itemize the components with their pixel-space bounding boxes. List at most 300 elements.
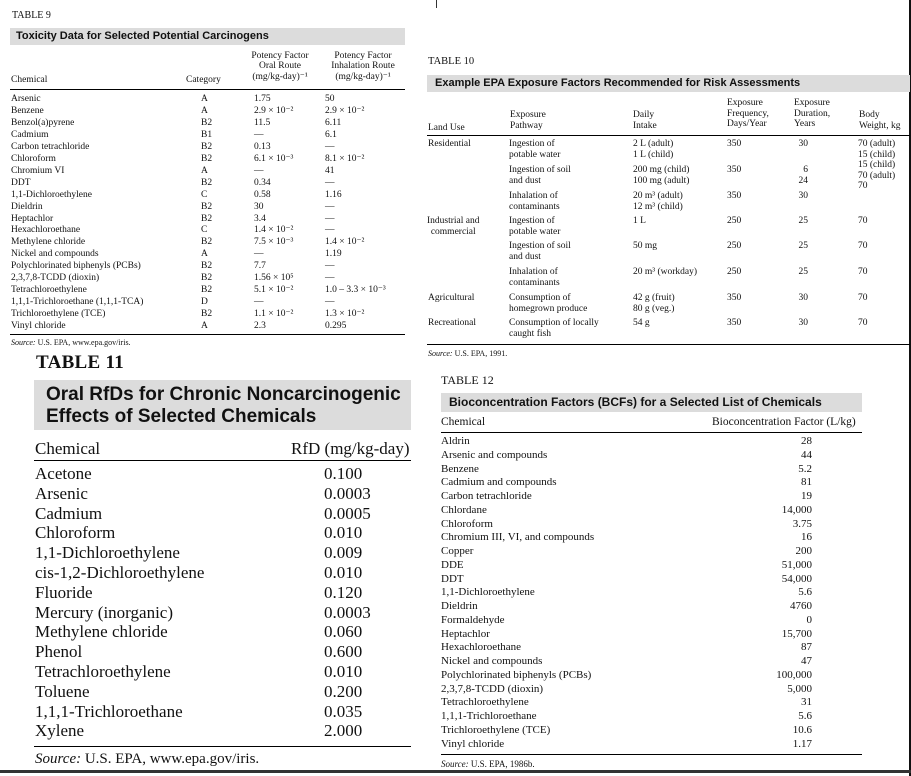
header-duration: Exposure Duration, Years (794, 98, 831, 129)
inhal-cell: 1.3 × 10⁻² (325, 309, 365, 320)
oral-cell: 0.58 (254, 189, 271, 200)
intake-agr: 42 g (fruit) 80 g (veg.) (633, 293, 675, 314)
table-title: Bioconcentration Factors (BCFs) for a Selected List of Chemicals (449, 395, 822, 409)
table-row (11, 118, 416, 128)
chemical-cell: 1,1,1-Trichloroethane (441, 710, 537, 722)
dur-ind-soil: 25 (798, 241, 808, 251)
table-row (11, 297, 416, 307)
category-cell: B2 (201, 213, 213, 224)
chemical-cell: Arsenic and compounds (441, 448, 548, 461)
chemical-cell: Cadmium and compounds (441, 476, 557, 489)
chemical-cell: 1,1-Dichloroethylene (441, 586, 535, 599)
table-row (35, 642, 415, 662)
table-label: TABLE 11 (36, 352, 125, 373)
bcf-cell: 10.6 (792, 723, 812, 736)
chemical-cell: DDT (441, 572, 464, 585)
intake-res-water: 2 L (adult) 1 L (child) (633, 139, 674, 160)
chemical-cell: Heptachlor (11, 213, 54, 224)
intake-rec: 54 g (633, 318, 650, 328)
table-row (35, 622, 415, 642)
chemical-cell: Carbon tetrachloride (11, 141, 90, 152)
table-row (441, 545, 866, 559)
rfd-cell: 0.010 (324, 563, 363, 582)
table-title: Toxicity Data for Selected Potential Carcinogens (16, 30, 269, 42)
table-row (35, 484, 415, 504)
rfd-cell: 0.0005 (324, 503, 371, 523)
source-label: Source: (441, 759, 469, 769)
rfd-cell: 0.009 (324, 543, 363, 563)
category-cell: B2 (201, 117, 213, 128)
oral-cell: 6.1 × 10⁻³ (254, 153, 294, 164)
chemical-cell: Vinyl chloride (11, 321, 66, 332)
table-row (11, 237, 416, 247)
chemical-cell: Tetrachloroethylene (35, 662, 171, 681)
dur-ind-water: 25 (798, 216, 808, 226)
header-chemical: Chemical (441, 416, 486, 428)
table-row (11, 166, 416, 176)
table-9 (0, 0, 415, 350)
pathway-ind-inhal: Inhalation of contaminants (509, 267, 560, 288)
oral-cell: 0.34 (254, 177, 271, 188)
table-row (35, 682, 415, 702)
chemical-cell: Hexachloroethane (11, 225, 81, 236)
freq-ind-soil: 250 (727, 241, 742, 251)
source-text: U.S. EPA, 1986b. (470, 759, 535, 769)
source-label: Source: (35, 751, 82, 767)
table-row (441, 531, 866, 545)
table-row (441, 490, 866, 504)
chemical-cell: Benzene (441, 462, 479, 475)
category-cell: B2 (201, 153, 213, 164)
rfd-cell: 0.010 (324, 662, 363, 681)
inhal-cell: 6.11 (325, 117, 342, 128)
chemical-cell: Chlordane (441, 503, 487, 516)
table-row (441, 683, 866, 697)
chemical-cell: Vinyl chloride (441, 737, 505, 750)
rfd-cell: 0.600 (324, 642, 363, 662)
land-use-industrial: Industrial and commercial (427, 216, 480, 237)
chemical-cell: Arsenic (11, 94, 41, 104)
chemical-cell: Xylene (35, 721, 85, 741)
freq-res-water: 350 (727, 139, 742, 149)
chemical-cell: 1,1,1-Trichloroethane (35, 701, 183, 721)
bcf-cell: 54,000 (781, 572, 812, 585)
table-row (11, 178, 416, 188)
rfd-cell: 0.035 (324, 701, 363, 721)
bcf-cell: 16 (801, 531, 812, 544)
chemical-cell: Carbon tetrachloride (441, 490, 532, 502)
category-cell: A (201, 321, 208, 332)
inhal-cell: — (325, 213, 335, 224)
bcf-cell: 5.2 (798, 462, 812, 475)
oral-cell: — (254, 165, 264, 176)
oral-cell: 30 (254, 201, 264, 212)
table-row (441, 435, 866, 449)
table-row (441, 641, 866, 655)
chemical-cell: Formaldehyde (441, 613, 505, 626)
chemical-cell: cis-1,2-Dichloroethylene (35, 563, 205, 582)
oral-cell: — (254, 297, 264, 308)
pathway-res-water: Ingestion of potable water (509, 139, 561, 160)
bcf-cell: 4760 (790, 600, 812, 612)
pathway-res-inhal: Inhalation of contaminants (509, 191, 560, 212)
table-body (35, 464, 415, 746)
rfd-cell: 0.060 (324, 622, 363, 642)
chemical-cell: 1,1-Dichloroethylene (11, 189, 92, 200)
header-rule (441, 432, 862, 433)
table-row (35, 603, 415, 623)
inhal-cell: 0.295 (325, 321, 347, 332)
chemical-cell: Chloroform (35, 523, 116, 543)
chemical-cell: Fluoride (35, 582, 93, 602)
footer-rule (441, 754, 862, 755)
footer-rule (427, 344, 910, 345)
freq-ind-water: 250 (727, 216, 742, 226)
pathway-res-soil: Ingestion of soil and dust (509, 165, 571, 186)
source-text: U.S. EPA, 1991. (454, 349, 508, 358)
table-row (11, 261, 416, 271)
table-row (11, 190, 416, 200)
table-row (11, 214, 416, 224)
land-use-residential: Residential (428, 139, 471, 149)
table-row (441, 559, 866, 573)
category-cell: B2 (201, 237, 213, 248)
table-row (11, 94, 416, 104)
chemical-cell: DDT (11, 177, 31, 188)
table-row (441, 710, 866, 724)
table-row (11, 142, 416, 152)
header-inhal: Potency Factor Inhalation Route (mg/kg-day)⁻¹ (331, 51, 395, 82)
dur-res-soil: 6 24 (798, 165, 808, 186)
chemical-cell: Heptachlor (441, 627, 490, 640)
source-label: Source: (428, 349, 453, 358)
weight-ind-soil: 70 (858, 241, 868, 251)
category-cell: A (201, 165, 208, 176)
source-note (428, 349, 507, 360)
category-cell: A (201, 249, 208, 260)
bcf-cell: 28 (801, 435, 812, 447)
chemical-cell: Copper (441, 545, 474, 557)
bcf-cell: 44 (801, 448, 812, 461)
table-row (441, 449, 866, 463)
oral-cell: — (254, 249, 264, 260)
oral-cell: 1.75 (254, 94, 271, 104)
chemical-cell: 2,3,7,8-TCDD (dioxin) (11, 273, 100, 284)
table-row (441, 573, 866, 587)
inhal-cell: — (325, 177, 335, 188)
table-row (35, 523, 415, 543)
source-note (35, 751, 259, 768)
table-row (441, 628, 866, 642)
table-title-line2: Effects of Selected Chemicals (46, 406, 317, 427)
oral-cell: 2.3 (254, 321, 266, 332)
bcf-cell: 31 (801, 696, 812, 709)
table-label: TABLE 10 (428, 56, 475, 67)
footer-rule (34, 746, 411, 747)
chemical-cell: Methylene chloride (11, 237, 86, 248)
table-row (441, 669, 866, 683)
rfd-cell: 0.0003 (324, 602, 371, 622)
table-row (35, 721, 415, 741)
pathway-rec: Consumption of locally caught fish (509, 318, 599, 339)
header-pathway: Exposure Pathway (510, 110, 546, 131)
category-cell: B2 (201, 261, 213, 272)
chemical-cell: Dieldrin (11, 201, 43, 212)
inhal-cell: — (325, 297, 335, 308)
oral-cell: 1.4 × 10⁻² (254, 225, 294, 236)
header-bcf: Bioconcentration Factor (L/kg) (712, 416, 856, 428)
source-note (11, 338, 131, 347)
header-rfd: RfD (mg/kg-day) (291, 439, 410, 458)
chemical-cell: Polychlorinated biphenyls (PCBs) (441, 668, 592, 681)
header-rule (10, 89, 405, 90)
header-chemical: Chemical (11, 75, 48, 85)
rfd-cell: 2.000 (324, 721, 363, 741)
inhal-cell: — (325, 261, 335, 272)
inhal-cell: 1.4 × 10⁻² (325, 237, 365, 248)
table-row (441, 738, 866, 752)
bcf-cell: 47 (801, 655, 812, 667)
bcf-cell: 200 (795, 545, 812, 557)
chemical-cell: Chloroform (11, 153, 56, 164)
header-category: Category (186, 75, 221, 85)
table-row (441, 504, 866, 518)
intake-res-inhal-adult: 20 m³ (adult) (633, 191, 683, 201)
chemical-cell: Mercury (inorganic) (35, 602, 173, 622)
table-row (35, 464, 415, 484)
inhal-cell: 41 (325, 165, 335, 176)
bcf-cell: 19 (801, 490, 812, 502)
table-row (11, 225, 416, 235)
inhal-cell: 1.0 – 3.3 × 10⁻³ (325, 285, 386, 296)
bcf-cell: 5.6 (798, 586, 812, 599)
inhal-cell: — (325, 201, 335, 212)
chemical-cell: Cadmium (35, 503, 103, 523)
inhal-cell: 1.19 (325, 249, 342, 260)
pathway-agr: Consumption of homegrown produce (509, 293, 588, 314)
inhal-cell: 6.1 (325, 129, 337, 140)
table-title-band (427, 75, 910, 92)
category-cell: C (201, 189, 208, 200)
source-note (441, 759, 535, 769)
page-divider-mark (436, 0, 437, 8)
weight-res: 70 (adult) 15 (child) 15 (child) 70 (adult) 70 (858, 139, 896, 192)
chemical-cell: 1,1,1-Trichloroethane (1,1,1-TCA) (11, 297, 144, 308)
pathway-ind-water: Ingestion of potable water (509, 216, 561, 237)
oral-cell: 7.7 (254, 261, 266, 272)
oral-cell: 2.9 × 10⁻² (254, 105, 294, 116)
freq-agr: 350 (727, 293, 742, 303)
category-cell: A (201, 105, 208, 116)
header-rule (34, 460, 411, 461)
category-cell: B2 (201, 285, 213, 296)
intake-res-soil: 200 mg (child) 100 mg (adult) (633, 165, 690, 186)
oral-cell: 5.1 × 10⁻² (254, 285, 294, 296)
footer-rule (10, 334, 405, 335)
chemical-cell: Toluene (35, 681, 90, 701)
table-row (441, 463, 866, 477)
category-cell: B2 (201, 273, 213, 284)
chemical-cell: Hexachloroethane (441, 641, 522, 654)
chemical-cell: 1,1-Dichloroethylene (35, 543, 180, 563)
table-row (441, 586, 866, 600)
bcf-cell: 3.75 (792, 517, 812, 530)
chemical-cell: Chromium III, VI, and compounds (441, 531, 595, 544)
bcf-cell: 0 (806, 613, 812, 626)
intake-ind-soil: 50 mg (633, 241, 658, 251)
chemical-cell: Polychlorinated biphenyls (PCBs) (11, 261, 141, 272)
table-11 (0, 350, 420, 772)
chemical-cell: 2,3,7,8-TCDD (dioxin) (441, 682, 544, 695)
category-cell: B1 (201, 129, 213, 140)
category-cell: D (201, 297, 208, 308)
header-frequency: Exposure Frequency, Days/Year (727, 98, 769, 129)
inhal-cell: 1.16 (325, 189, 342, 200)
rfd-cell: 0.0003 (324, 483, 371, 503)
table-title-band (10, 28, 405, 45)
chemical-cell: Aldrin (441, 435, 470, 447)
weight-ind-inhal: 70 (858, 267, 868, 277)
land-use-agricultural: Agricultural (428, 293, 475, 303)
table-row (441, 518, 866, 532)
table-row (441, 724, 866, 738)
table-row (11, 273, 416, 283)
table-title-band (34, 380, 411, 430)
category-cell: A (201, 94, 208, 104)
table-body (441, 435, 866, 753)
table-row (441, 476, 866, 490)
table-row (35, 702, 415, 722)
freq-ind-inhal: 250 (727, 267, 742, 277)
table-row (35, 504, 415, 524)
bcf-cell: 5,000 (787, 682, 812, 695)
header-weight: Body Weight, kg (859, 110, 901, 131)
dur-agr: 30 (798, 293, 808, 303)
header-intake: Daily Intake (633, 110, 657, 131)
source-text: U.S. EPA, www.epa.gov/iris. (84, 751, 260, 767)
bcf-cell: 1.17 (792, 737, 812, 750)
chemical-cell: DDE (441, 558, 464, 571)
table-title: Example EPA Exposure Factors Recommended for Risk Assessments (435, 77, 801, 89)
table-row (35, 543, 415, 563)
dur-ind-inhal: 25 (798, 267, 808, 277)
table-row (11, 202, 416, 212)
table-title-band (441, 393, 862, 412)
inhal-cell: 8.1 × 10⁻² (325, 153, 365, 164)
header-rule (427, 135, 910, 136)
table-row (11, 309, 416, 319)
table-row (11, 130, 416, 140)
intake-res-inhal-child: 12 m³ (child) (633, 202, 683, 212)
table-row (11, 321, 416, 331)
table-10 (420, 50, 910, 370)
bcf-cell: 15,700 (781, 627, 812, 640)
inhal-cell: — (325, 273, 335, 284)
intake-ind-water: 1 L (633, 216, 646, 226)
table-row (11, 106, 416, 116)
table-title-line1: Oral RfDs for Chronic Noncarcinogenic (46, 384, 401, 405)
table-row (35, 563, 415, 583)
table-row (11, 285, 416, 295)
table-row (441, 614, 866, 628)
rfd-cell: 0.200 (324, 681, 363, 701)
chemical-cell: Dieldrin (441, 600, 478, 612)
chemical-cell: Chloroform (441, 517, 493, 530)
chemical-cell: Arsenic (35, 483, 88, 503)
bcf-cell: 51,000 (781, 558, 812, 571)
pathway-ind-soil: Ingestion of soil and dust (509, 241, 571, 262)
inhal-cell: 50 (325, 94, 335, 104)
weight-ind-water: 70 (858, 216, 868, 226)
table-row (11, 249, 416, 259)
land-use-recreational: Recreational (428, 318, 477, 328)
chemical-cell: Benzol(a)pyrene (11, 117, 75, 128)
oral-cell: 7.5 × 10⁻³ (254, 237, 294, 248)
header-land-use: Land Use (428, 123, 465, 133)
chemical-cell: Cadmium (11, 129, 49, 140)
chemical-cell: Trichloroethylene (TCE) (11, 309, 106, 320)
source-text: U.S. EPA, www.epa.gov/iris. (37, 338, 131, 347)
oral-cell: 3.4 (254, 213, 266, 224)
chemical-cell: Nickel and compounds (441, 655, 543, 667)
oral-cell: 0.13 (254, 141, 271, 152)
inhal-cell: 2.9 × 10⁻² (325, 105, 365, 116)
intake-ind-inhal: 20 m³ (workday) (633, 267, 698, 277)
bcf-cell: 81 (801, 476, 812, 489)
category-cell: B2 (201, 141, 213, 152)
bcf-cell: 5.6 (798, 710, 812, 722)
inhal-cell: — (325, 141, 335, 152)
rfd-cell: 0.100 (324, 464, 363, 483)
bcf-cell: 14,000 (781, 503, 812, 516)
chemical-cell: Benzene (11, 105, 44, 116)
category-cell: B2 (201, 309, 213, 320)
inhal-cell: — (325, 225, 335, 236)
chemical-cell: Methylene chloride (35, 622, 168, 642)
chemical-cell: Tetrachloroethylene (11, 285, 87, 296)
table-row (441, 696, 866, 710)
rfd-cell: 0.010 (324, 523, 363, 543)
table-12 (430, 365, 910, 772)
table-label: TABLE 9 (12, 10, 51, 21)
oral-cell: — (254, 129, 264, 140)
freq-rec: 350 (727, 318, 742, 328)
chemical-cell: Nickel and compounds (11, 249, 99, 260)
freq-res-soil: 350 (727, 165, 742, 175)
table-row (441, 600, 866, 614)
category-cell: C (201, 225, 208, 236)
weight-agr: 70 (858, 293, 868, 303)
dur-res-inhal: 30 (798, 191, 808, 201)
chemical-cell: Trichloroethylene (TCE) (441, 723, 551, 736)
dur-res-water: 30 (798, 139, 808, 149)
chemical-cell: Phenol (35, 642, 83, 662)
header-oral: Potency Factor Oral Route (mg/kg-day)⁻¹ (251, 51, 309, 82)
table-label: TABLE 12 (441, 373, 494, 387)
bcf-cell: 87 (801, 641, 812, 654)
chemical-cell: Tetrachloroethylene (441, 696, 529, 709)
chemical-cell: Acetone (35, 464, 92, 483)
rfd-cell: 0.120 (324, 582, 363, 602)
table-row (35, 662, 415, 682)
weight-rec: 70 (858, 318, 868, 328)
table-body (11, 94, 411, 334)
table-row (11, 154, 416, 164)
category-cell: B2 (201, 201, 213, 212)
oral-cell: 1.56 × 10⁵ (254, 273, 294, 284)
oral-cell: 1.1 × 10⁻² (254, 309, 294, 320)
table-row (441, 655, 866, 669)
